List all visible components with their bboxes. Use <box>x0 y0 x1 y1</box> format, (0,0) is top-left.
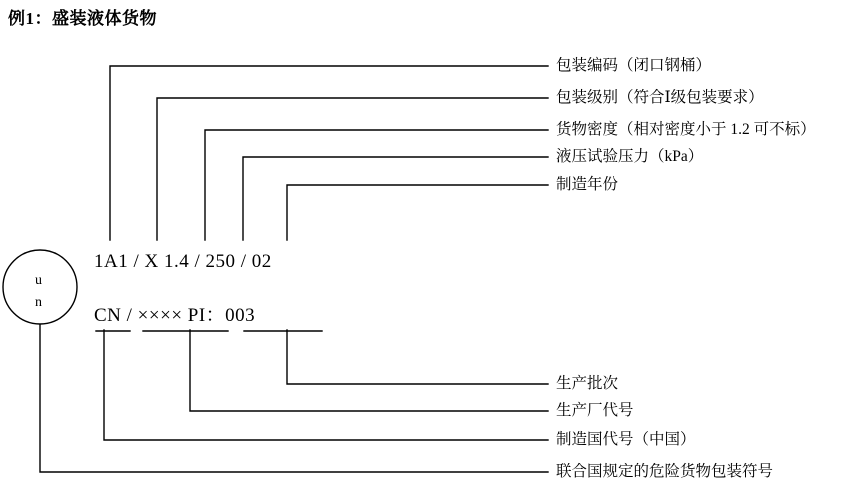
label-packaging-group: 包装级别（符合Ⅰ级包装要求） <box>556 89 764 106</box>
label-un-packaging-symbol: 联合国规定的危险货物包装符号 <box>556 463 774 480</box>
label-cargo-density: 货物密度（相对密度小于 1.2 可不标） <box>556 121 816 138</box>
un-symbol-letter-n: n <box>35 295 42 310</box>
code-line-primary: 1A1 / X 1.4 / 250 / 02 <box>94 251 272 272</box>
label-production-batch: 生产批次 <box>556 375 619 392</box>
un-symbol-letter-u: u <box>35 273 42 288</box>
page-title: 例1：盛装液体货物 <box>8 9 157 28</box>
label-packaging-code: 包装编码（闭口钢桶） <box>556 57 712 74</box>
label-manufacture-year: 制造年份 <box>556 176 619 193</box>
label-hydraulic-test-pressure: 液压试验压力（kPa） <box>556 148 704 165</box>
label-country-code: 制造国代号（中国） <box>556 431 696 448</box>
label-manufacturer-code: 生产厂代号 <box>556 402 634 419</box>
code-line-secondary: CN / ×××× PI：003 <box>94 305 256 326</box>
